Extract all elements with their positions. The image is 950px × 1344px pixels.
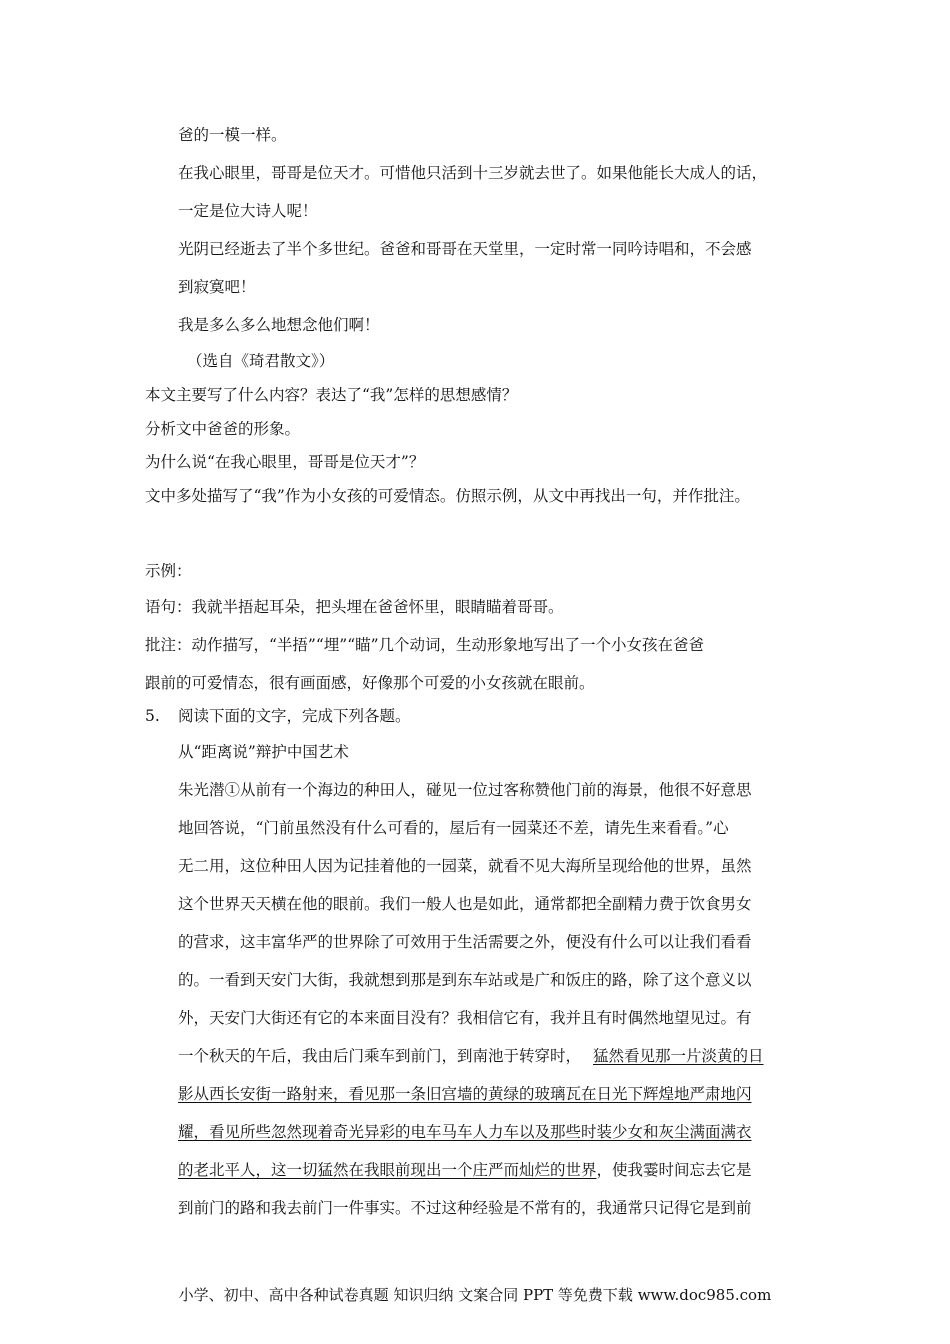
article-line: 无二用，这位种田人因为记挂着他的一园菜，就看不见大海所呈现给他的世界，虽然 [178, 857, 752, 875]
example-sentence: 语句：我就半捂起耳朵，把头埋在爸爸怀里，眼睛瞄着哥哥。 [145, 598, 564, 616]
source-citation: （选自《琦君散文》） [187, 352, 335, 370]
article-line: 的营求，这丰富华严的世界除了可效用于生活需要之外，便没有什么可以让我们看看 [178, 933, 752, 951]
paragraph-line: 一定是位大诗人呢！ [178, 202, 318, 220]
article-line [178, 1160, 752, 1180]
article-title: 从“距离说”辩护中国艺术 [178, 743, 349, 761]
question-1: 本文主要写了什么内容？表达了“我”怎样的思想感情？ [145, 386, 518, 404]
question-3: 为什么说“在我心眼里，哥哥是位天才”？ [145, 453, 425, 471]
article-line [178, 1084, 752, 1104]
article-line: 的。一看到天安门大街，我就想到那是到东车站或是广和饭庄的路，除了这个意义以 [178, 971, 752, 989]
plain-text: ，使我霎时间忘去它是 [596, 1161, 752, 1179]
question-2: 分析文中爸爸的形象。 [145, 420, 301, 438]
question-4: 文中多处描写了“我”作为小女孩的可爱情态。仿照示例，从文中再找出一句，并作批注。 [145, 487, 750, 505]
example-note: 跟前的可爱情态，很有画面感，好像那个可爱的小女孩就在眼前。 [145, 674, 595, 692]
underlined-text: 的老北平人，这一切猛然在我眼前现出一个庄严而灿烂的世界 [178, 1161, 597, 1179]
article-line: 到前门的路和我去前门一件事实。不过这种经验是不常有的，我通常只记得它是到前 [178, 1199, 752, 1217]
article-line: 朱光潜①从前有一个海边的种田人，碰见一位过客称赞他门前的海景，他很不好意思 [178, 781, 752, 799]
example-note: 批注：动作描写，“半捂”“埋”“瞄”几个动词，生动形象地写出了一个小女孩在爸爸 [145, 636, 705, 654]
plain-text: 一个秋天的午后，我由后门乘车到前门，到南池于转穿时， [178, 1047, 582, 1065]
underlined-text: 耀，看见所些忽然现着奇光异彩的电车马车人力车以及那些时装少女和灰尘满面满衣 [178, 1123, 752, 1141]
paragraph-line: 光阴已经逝去了半个多世纪。爸爸和哥哥在天堂里，一定时常一同吟诗唱和，不会感 [178, 240, 752, 258]
question-instruction: 阅读下面的文字，完成下列各题。 [178, 707, 411, 725]
underlined-text: 猛然看见那一片淡黄的日 [593, 1047, 764, 1065]
paragraph-line: 爸的一模一样。 [178, 126, 287, 144]
underlined-text: 影从西长安街一路射来，看见那一条旧宫墙的黄绿的玻璃瓦在日光下辉煌地严肃地闪 [178, 1085, 752, 1103]
article-line [178, 1046, 764, 1066]
article-line: 外，天安门大街还有它的本来面目没有？我相信它有，我并且有时偶然地望见过。有 [178, 1009, 752, 1027]
paragraph-line: 在我心眼里，哥哥是位天才。可惜他只活到十三岁就去世了。如果他能长大成人的话， [178, 164, 768, 182]
question-number: 5. [145, 707, 160, 725]
example-label: 示例： [145, 562, 192, 580]
article-line [178, 1122, 752, 1142]
paragraph-line: 到寂寞吧！ [178, 278, 256, 296]
page-footer: 小学、初中、高中各种试卷真题 知识归纳 文案合同 PPT 等免费下载 www.doc985.com [178, 1286, 772, 1304]
article-line: 地回答说，“门前虽然没有什么可看的，屋后有一园菜还不差，请先生来看看。”心 [178, 819, 729, 837]
article-line: 这个世界天天横在他的眼前。我们一般人也是如此，通常都把全副精力费于饮食男女 [178, 895, 752, 913]
paragraph-line: 我是多么多么地想念他们啊！ [178, 316, 380, 334]
